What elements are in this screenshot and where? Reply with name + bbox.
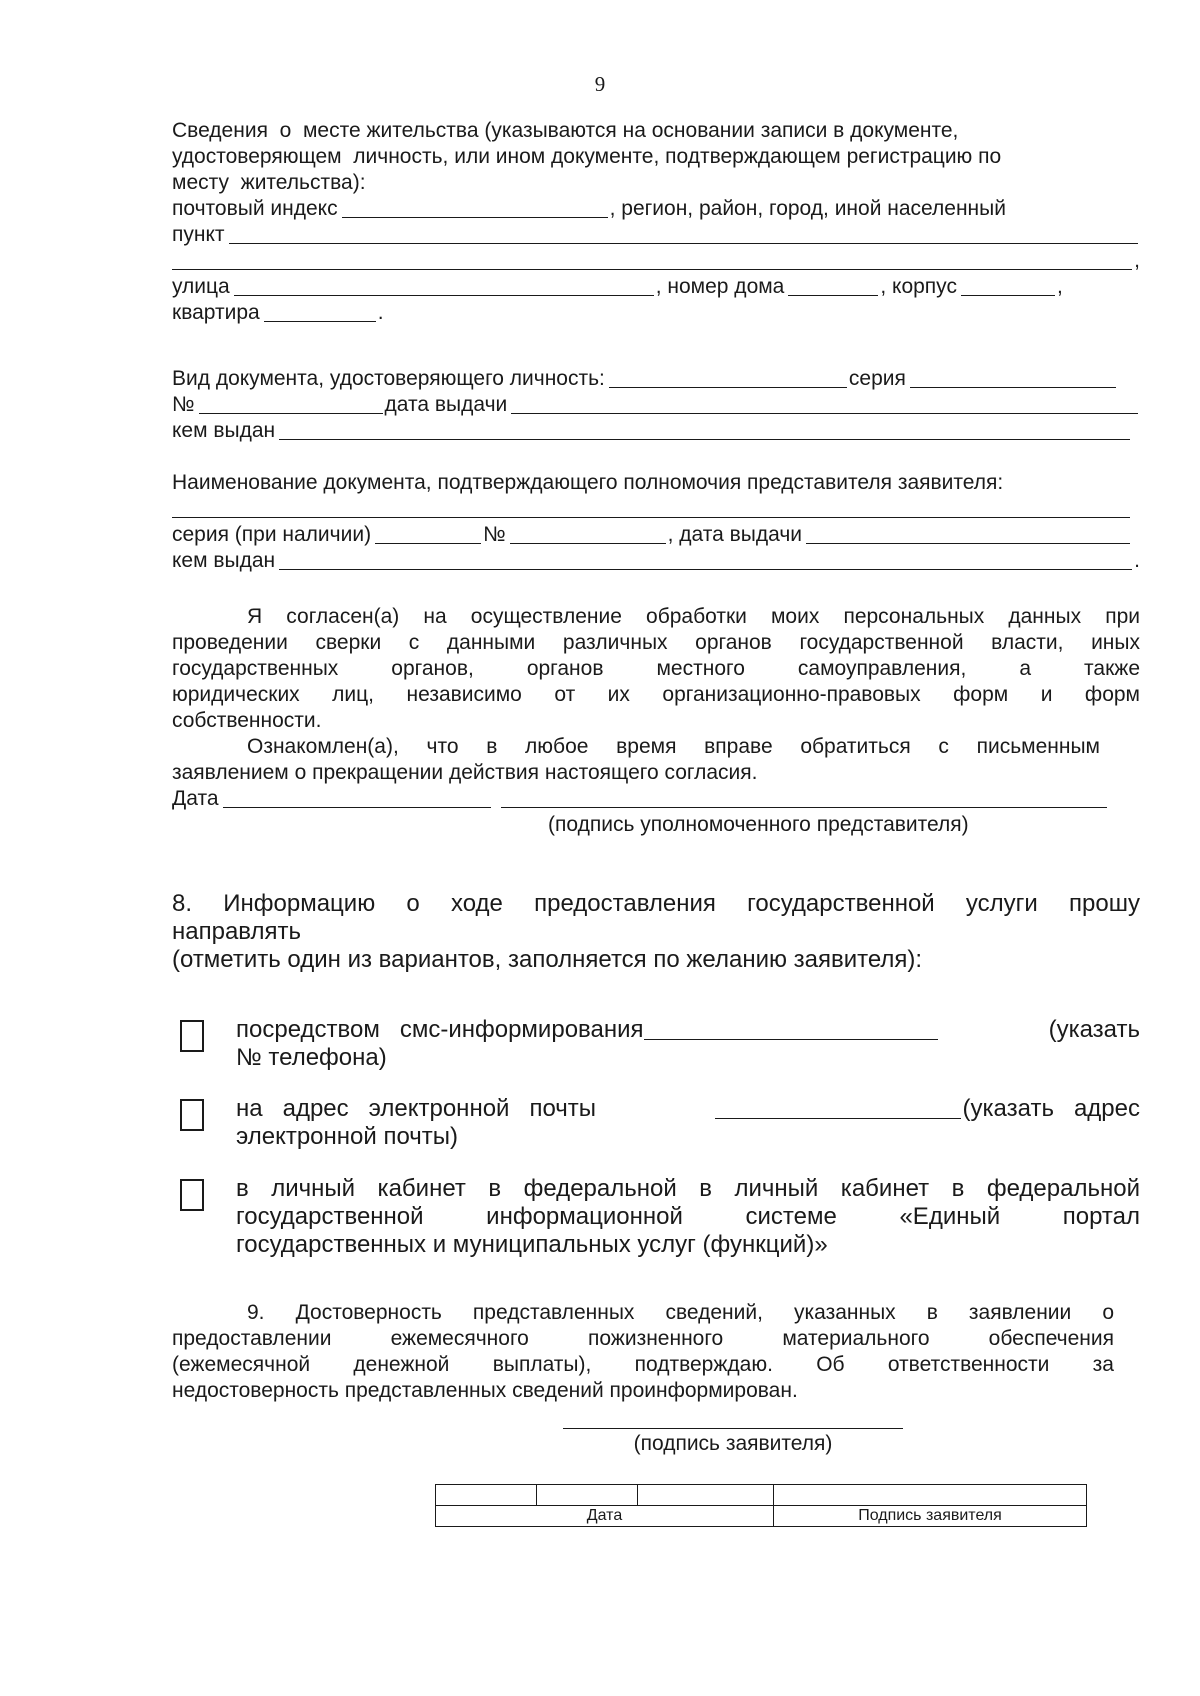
- identity-section: [172, 366, 1140, 444]
- section9-line: 9. Достоверность представленных сведений, указанных в заявлении о: [247, 1301, 1114, 1324]
- date-month-cell[interactable]: [537, 1485, 638, 1506]
- consent-date-row: [172, 786, 1140, 812]
- region-label: , регион, район, город, иной населенный: [609, 197, 1006, 220]
- representative-signature-field[interactable]: [501, 787, 1107, 808]
- consent-line: государственных органов, органов местного самоуправления, а также: [172, 657, 1140, 680]
- residence-intro-line: [172, 170, 1140, 196]
- section8-line: [172, 946, 1140, 974]
- house-field[interactable]: [788, 275, 878, 296]
- authority-issued-by-row: [172, 548, 1140, 574]
- authority-series-row: [172, 522, 1140, 548]
- issue-date-label: дата выдачи: [384, 393, 508, 416]
- point-label: пункт: [172, 223, 225, 246]
- authority-title-row: [172, 470, 1140, 496]
- doc-type-field[interactable]: [609, 367, 847, 388]
- consent-date-field[interactable]: [223, 787, 491, 808]
- sms-option-line: [236, 1044, 1140, 1072]
- street-row: [172, 274, 1140, 300]
- authority-name-row: [172, 496, 1140, 522]
- authority-title: Наименование документа, подтверждающего полномочия представителя заявителя:: [172, 471, 1004, 494]
- consent-section: [172, 604, 1140, 838]
- representative-signature-caption: (подпись уполномоченного представителя): [548, 813, 969, 836]
- portal-option-line: государственной информационной системе «Единый портал: [236, 1203, 1140, 1230]
- authority-issue-date-field[interactable]: [806, 523, 1130, 544]
- date-year-cell[interactable]: [638, 1485, 774, 1506]
- street-field[interactable]: [234, 275, 654, 296]
- residence-intro-line: [172, 144, 1140, 170]
- email-option-hint: (указать адрес: [962, 1095, 1140, 1122]
- authority-section: [172, 470, 1140, 574]
- notification-section: [172, 890, 1140, 974]
- email-checkbox[interactable]: [180, 1099, 204, 1131]
- sms-option-hint-2: № телефона): [236, 1044, 387, 1071]
- consent-line: [172, 760, 1140, 786]
- residence-intro-2: удостоверяющем личность, или ином документе, подтверждающем регистрацию по: [172, 145, 1002, 168]
- residence-intro-3: месту жительства):: [172, 171, 366, 194]
- block-field[interactable]: [961, 275, 1055, 296]
- page-number: 9: [594, 72, 606, 96]
- issued-by-field[interactable]: [279, 419, 1130, 440]
- locality-field[interactable]: [229, 223, 1138, 244]
- section8-line-3: (отметить один из вариантов, заполняется по желанию заявителя):: [172, 946, 923, 973]
- street-label: улица: [172, 275, 230, 298]
- sms-option-label: посредством смс-информирования: [236, 1016, 644, 1043]
- apartment-label: квартира: [172, 301, 260, 324]
- date-column-label: Дата: [436, 1506, 774, 1527]
- phone-field[interactable]: [644, 1015, 938, 1040]
- authority-period: .: [1134, 549, 1140, 572]
- residence-section: [172, 118, 1140, 326]
- accuracy-section: [172, 1300, 1114, 1404]
- consent-line-5: собственности.: [172, 709, 322, 732]
- section9-line: [172, 1378, 1114, 1404]
- apartment-field[interactable]: [264, 301, 376, 322]
- authority-issued-by-label: кем выдан: [172, 549, 276, 572]
- number-field[interactable]: [199, 393, 383, 414]
- consent-date-label: Дата: [172, 787, 219, 810]
- locality-comma: ,: [1134, 249, 1140, 272]
- postal-label: почтовый индекс: [172, 197, 338, 220]
- issue-date-field[interactable]: [511, 393, 1138, 414]
- consent-line: [172, 708, 1140, 734]
- point-row: [172, 222, 1140, 248]
- consent-line: проведении сверки с данными различных органов государственной власти, иных: [172, 631, 1140, 654]
- email-option-hint-2: электронной почты): [236, 1123, 459, 1150]
- residence-intro-line: [172, 118, 1140, 144]
- series-label: серия: [848, 367, 906, 390]
- section8-line-2: направлять: [172, 918, 301, 945]
- email-option-label: на адрес электронной почты: [236, 1095, 597, 1122]
- portal-option-line-3: государственных и муниципальных услуг (функций)»: [236, 1231, 828, 1258]
- email-field[interactable]: [715, 1094, 961, 1119]
- applicant-signature-line[interactable]: [563, 1428, 903, 1429]
- authority-number-field[interactable]: [510, 523, 666, 544]
- applicant-signature-caption: (подпись заявителя): [633, 1432, 833, 1455]
- residence-intro-1: Сведения о месте жительства (указываются на основании записи в документе,: [172, 119, 959, 142]
- sms-option-line: [236, 1016, 1140, 1044]
- apartment-row: [172, 300, 1140, 326]
- sms-checkbox[interactable]: [180, 1020, 204, 1052]
- number-row: [172, 392, 1140, 418]
- section8-line: 8. Информацию о ходе предоставления государственной услуги прошу: [172, 890, 1140, 917]
- postal-row: [172, 196, 1140, 222]
- consent-line: Я согласен(а) на осуществление обработки моих персональных данных при: [247, 605, 1140, 628]
- house-label: , номер дома: [655, 275, 785, 298]
- authority-series-label: серия (при наличии): [172, 523, 372, 546]
- date-signature-table: [435, 1484, 1087, 1527]
- series-field[interactable]: [910, 367, 1116, 388]
- block-comma: ,: [1056, 275, 1063, 298]
- date-day-cell[interactable]: [436, 1485, 537, 1506]
- consent-caption-row: [172, 812, 1140, 838]
- locality-continuation-row: [172, 248, 1140, 274]
- authority-issue-date-label: , дата выдачи: [667, 523, 803, 546]
- authority-issued-by-field[interactable]: [279, 549, 1132, 570]
- doc-type-label: Вид документа, удостоверяющего личность:: [172, 367, 605, 390]
- block-label: , корпус: [880, 275, 957, 298]
- section9-line-4: недостоверность представленных сведений проинформирован.: [172, 1379, 798, 1402]
- signature-column-label: Подпись заявителя: [774, 1506, 1087, 1527]
- email-option-line: [236, 1095, 1140, 1123]
- issued-by-label: кем выдан: [172, 419, 276, 442]
- consent-line: юридических лиц, независимо от их организационно-правовых форм и форм: [172, 683, 1140, 706]
- signature-cell[interactable]: [774, 1485, 1087, 1506]
- authority-name-field[interactable]: [172, 497, 1130, 518]
- doc-type-row: [172, 366, 1140, 392]
- section9-line: предоставлении ежемесячного пожизненного материального обеспечения: [172, 1327, 1114, 1350]
- postal-index-field[interactable]: [342, 197, 608, 218]
- portal-checkbox[interactable]: [180, 1179, 204, 1211]
- authority-number-label: №: [483, 523, 506, 546]
- apartment-period: .: [377, 301, 384, 324]
- consent-line-7: заявлением о прекращении действия настоящего согласия.: [172, 761, 758, 784]
- issued-by-row: [172, 418, 1140, 444]
- portal-option-line: в личный кабинет в федеральной в личный кабинет в федеральной: [236, 1175, 1140, 1202]
- consent-line: Ознакомлен(а), что в любое время вправе обратиться с письменным: [247, 735, 1100, 758]
- section8-line: [172, 918, 1140, 946]
- section9-line: (ежемесячной денежной выплаты), подтверждаю. Об ответственности за: [172, 1353, 1114, 1376]
- number-label: №: [172, 393, 195, 416]
- portal-option-line: [236, 1231, 1140, 1259]
- locality-continuation-field[interactable]: [172, 249, 1132, 270]
- email-option-line: [236, 1123, 1140, 1151]
- authority-series-field[interactable]: [375, 523, 481, 544]
- sms-option-hint: (указать: [1048, 1016, 1140, 1043]
